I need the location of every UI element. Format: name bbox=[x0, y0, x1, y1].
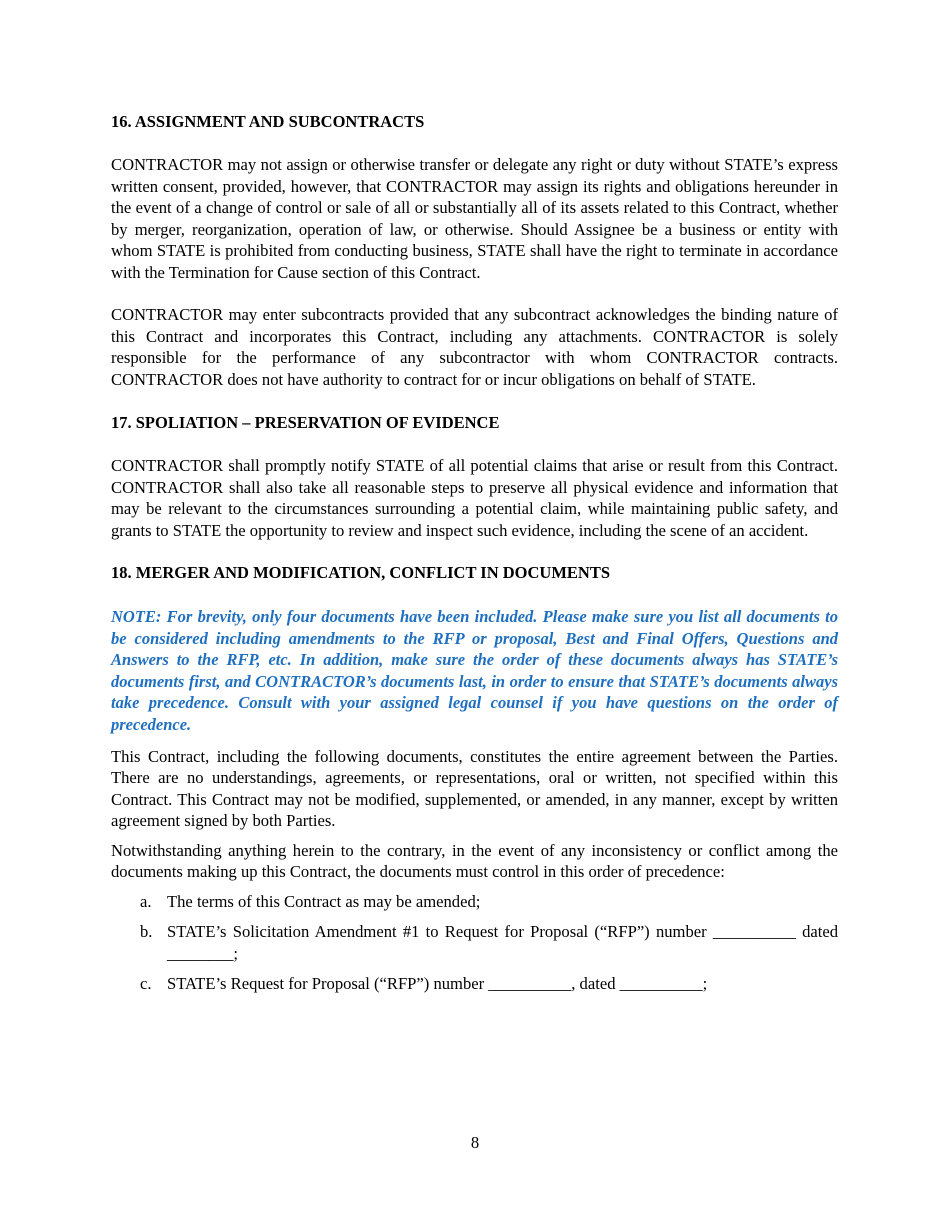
section-18 bbox=[111, 562, 838, 995]
list-item bbox=[111, 973, 838, 995]
precedence-list bbox=[111, 891, 838, 995]
section-paragraph: This Contract, including the following documents, constitutes the entire agreement between the Parties. There are no understandings, agreements, or representations, oral or written, not specified within this Contract. This Contract may not be modified, supplemented, or amended, in any manner, except by written agreement signed by both Parties. bbox=[111, 746, 838, 831]
section-heading: 16. ASSIGNMENT AND SUBCONTRACTS bbox=[111, 112, 425, 131]
section-16 bbox=[111, 111, 838, 390]
section-heading: 18. MERGER AND MODIFICATION, CONFLICT IN DOCUMENTS bbox=[111, 563, 611, 582]
list-marker: b. bbox=[140, 922, 153, 942]
list-item bbox=[111, 921, 838, 964]
list-item bbox=[111, 891, 838, 913]
list-marker: a. bbox=[140, 891, 152, 911]
section-paragraph: CONTRACTOR may not assign or otherwise transfer or delegate any right or duty without STATE’s express written consent, provided, however, that CONTRACTOR may assign its rights and obligations hereunder in the event of a change of control or sale of all or substantially all of its assets related to this Contract, whether by merger, reorganization, operation of law, or otherwise. Should Assignee be a business or entity with whom STATE is prohibited from conducting business, STATE shall have the right to terminate in accordance with the Termination for Cause section of this Contract. bbox=[111, 155, 838, 282]
section-paragraph: CONTRACTOR shall promptly notify STATE of all potential claims that arise or result from this Contract. CONTRACTOR shall also take all reasonable steps to preserve all physical evidence and information that may be relevant to the circumstances surrounding a potential claim, while maintaining public safety, and grants to STATE the opportunity to review and inspect such evidence, including the scene of an accident. bbox=[111, 456, 838, 540]
list-item-text: STATE’s Request for Proposal (“RFP”) number __________, dated __________; bbox=[167, 974, 708, 994]
section-paragraph: CONTRACTOR may enter subcontracts provided that any subcontract acknowledges the binding nature of this Contract and incorporates this Contract, including any attachments. CONTRACTOR is solely responsible for the performance of any subcontractor with whom CONTRACTOR contracts. CONTRACTOR does not have authority to contract for or incur obligations on behalf of STATE. bbox=[111, 305, 838, 389]
guidance-note: NOTE: For brevity, only four documents have been included. Please make sure you list all documents to be considered including amendments to the RFP or proposal, Best and Final Offers, Questions and Answers to the RFP, etc. In addition, make sure the order of these documents always has STATE’s documents first, and CONTRACTOR’s documents last, in order to ensure that STATE’s documents always take precedence. Consult with your assigned legal counsel if you have questions on the order of precedence. bbox=[111, 607, 838, 734]
section-heading: 17. SPOLIATION – PRESERVATION OF EVIDENCE bbox=[111, 413, 500, 432]
list-marker: c. bbox=[140, 974, 152, 994]
page-number: 8 bbox=[470, 1133, 480, 1152]
section-17 bbox=[111, 412, 838, 541]
list-item-text: STATE’s Solicitation Amendment #1 to Request for Proposal (“RFP”) number __________ dated ________; bbox=[167, 922, 838, 963]
list-item-text: The terms of this Contract as may be amended; bbox=[167, 891, 481, 911]
section-paragraph: Notwithstanding anything herein to the contrary, in the event of any inconsistency or conflict among the documents making up this Contract, the documents must control in this order of precedence: bbox=[111, 840, 838, 882]
document-page bbox=[111, 111, 838, 995]
